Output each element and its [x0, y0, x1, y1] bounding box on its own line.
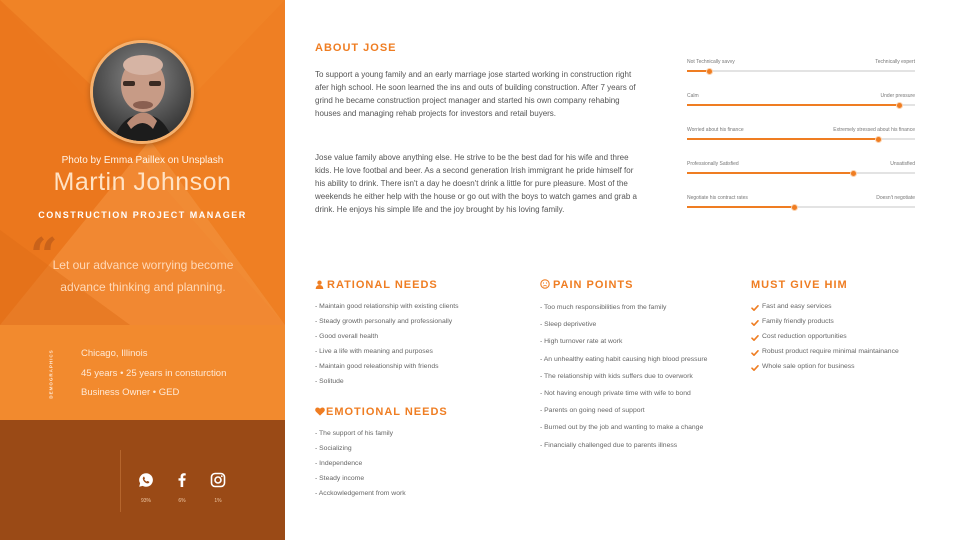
- demographics-occupation: Business Owner • GED: [81, 387, 180, 398]
- pain-points-title: PAIN POINTS: [553, 279, 634, 291]
- about-paragraph-1: To support a young family and an early marriage jose started working in construction right afer high school. He soon learned the ins and outs of building construction. After 7 years of grind he became construction project manager and started his own company rehabing houses and managing rehab projects for investors and retail buyers.: [315, 70, 636, 118]
- portrait-image: [93, 43, 191, 141]
- pain-points-heading: [540, 279, 633, 291]
- slider-fill: [687, 206, 794, 208]
- trait-right-label: Under pressure: [880, 93, 915, 99]
- emotional-need-item: - Independence: [315, 460, 363, 467]
- rational-needs-heading: [315, 279, 438, 291]
- check-icon: [751, 319, 759, 327]
- slider-fill: [687, 138, 879, 140]
- emotional-needs-title: EMOTIONAL NEEDS: [326, 406, 448, 418]
- social-whatsapp: [132, 472, 160, 488]
- social-facebook: [168, 472, 196, 488]
- must-give-item: Cost reduction opportunities: [762, 333, 847, 340]
- must-give-heading: MUST GIVE HIM: [751, 279, 848, 291]
- trait-right-label: Extremely stressed about his finance: [833, 127, 915, 133]
- check-icon: [751, 349, 759, 357]
- demographics-label: DEMOGRAPHICS: [48, 349, 54, 399]
- pain-point-item: - Financially challenged due to parents illness: [540, 441, 678, 449]
- must-give-item: Robust product require minimal maintainance: [762, 348, 899, 355]
- trait-left-label: Professionally Satisfied: [687, 161, 739, 167]
- emotional-need-item: - Steady income: [315, 475, 365, 482]
- persona-name: Martin Johnson: [53, 168, 232, 196]
- profile-header: [0, 0, 285, 325]
- rational-need-item: - Maintain good relationship with existing clients: [315, 303, 459, 310]
- rational-need-item: - Live a life with meaning and purposes: [315, 348, 433, 355]
- slider-knob: [850, 170, 857, 177]
- trait-slider: [687, 161, 915, 181]
- demographics-location: Chicago, Illinois: [81, 348, 148, 359]
- slider-knob: [791, 204, 798, 211]
- pain-point-item: - The relationship with kids suffers due to overwork: [540, 372, 693, 380]
- rational-need-item: - Good overall health: [315, 333, 379, 340]
- slider-track: [687, 70, 915, 72]
- instagram-icon: [210, 472, 226, 488]
- about-heading: ABOUT JOSE: [315, 42, 397, 54]
- persona-quote: Let our advance worrying become advance thinking and planning.: [52, 258, 234, 294]
- pain-point-item: - Not having enough private time with wife to bond: [540, 390, 691, 397]
- rational-need-item: - Steady growth personally and professionally: [315, 318, 453, 325]
- social-instagram: [204, 472, 232, 488]
- must-give-item: Fast and easy services: [762, 303, 832, 310]
- check-icon: [751, 364, 759, 372]
- instagram-percent: 1%: [214, 498, 222, 504]
- social-divider: [120, 450, 121, 512]
- facebook-icon: [174, 472, 190, 488]
- sad-face-icon: [540, 279, 550, 289]
- slider-knob: [706, 68, 713, 75]
- persona-role: CONSTRUCTION PROJECT MANAGER: [38, 210, 247, 220]
- rational-need-item: - Solitude: [315, 378, 344, 385]
- trait-slider: [687, 59, 915, 79]
- photo-credit: Photo by Emma Paillex on Unsplash: [61, 155, 224, 166]
- trait-left-label: Not Technically savvy: [687, 59, 735, 65]
- quote-mark: “: [30, 228, 58, 284]
- must-give-item: Family friendly products: [762, 318, 834, 325]
- trait-slider: [687, 93, 915, 113]
- about-paragraph-2: Jose value family above anything else. He strive to be the best dad for his wife and three kids. He love footbal and beer. As a second generation Irish immigrant he pride himself for his ability to drink. There isn't a day he doesn't drink a little for pure pleasure. Most of the weekends he either help with the house or go out with the boys to watch games and grab a drink. He enjoys his simple life and the joy brought by his loving family.: [315, 153, 637, 214]
- pain-point-item: - Burned out by the job and wanting to make a change: [540, 424, 704, 432]
- profile-panel: [0, 0, 285, 540]
- pain-point-item: - An unhealthy eating habit causing high blood pressure: [540, 355, 708, 363]
- demographics-age: 45 years • 25 years in consturction: [81, 368, 227, 379]
- trait-right-label: Unsatisfied: [890, 161, 915, 167]
- pain-point-item: - Parents on going need of support: [540, 407, 645, 415]
- slider-knob: [896, 102, 903, 109]
- person-icon: [315, 280, 324, 289]
- slider-fill: [687, 104, 899, 106]
- emotional-need-item: - Acckowledgement from work: [315, 490, 406, 497]
- trait-left-label: Negotiate his contract rates: [687, 195, 748, 201]
- facebook-percent: 6%: [178, 498, 186, 504]
- trait-left-label: Calm: [687, 93, 699, 99]
- emotional-needs-heading: [315, 406, 448, 418]
- check-icon: [751, 334, 759, 342]
- avatar: [90, 40, 194, 144]
- pain-point-item: - High turnover rate at work: [540, 338, 623, 346]
- pain-point-item: - Sleep deprivetive: [540, 321, 597, 329]
- trait-right-label: Doesn't negotiate: [876, 195, 915, 201]
- must-give-item: Whole sale option for business: [762, 363, 855, 370]
- trait-slider: [687, 195, 915, 215]
- whatsapp-icon: [138, 472, 154, 488]
- trait-slider: [687, 127, 915, 147]
- rational-needs-title: RATIONAL NEEDS: [327, 279, 438, 291]
- trait-left-label: Worried about his finance: [687, 127, 744, 133]
- pain-point-item: - Too much responsibilities from the family: [540, 304, 667, 311]
- rational-need-item: - Maintain good releationship with friends: [315, 363, 439, 370]
- emotional-need-item: - The support of his family: [315, 430, 394, 437]
- slider-knob: [875, 136, 882, 143]
- whatsapp-percent: 93%: [140, 498, 151, 504]
- emotional-need-item: - Socializing: [315, 445, 352, 452]
- check-icon: [751, 304, 759, 312]
- slider-fill: [687, 172, 853, 174]
- heart-icon: [315, 407, 325, 416]
- trait-right-label: Technically expert: [875, 59, 915, 65]
